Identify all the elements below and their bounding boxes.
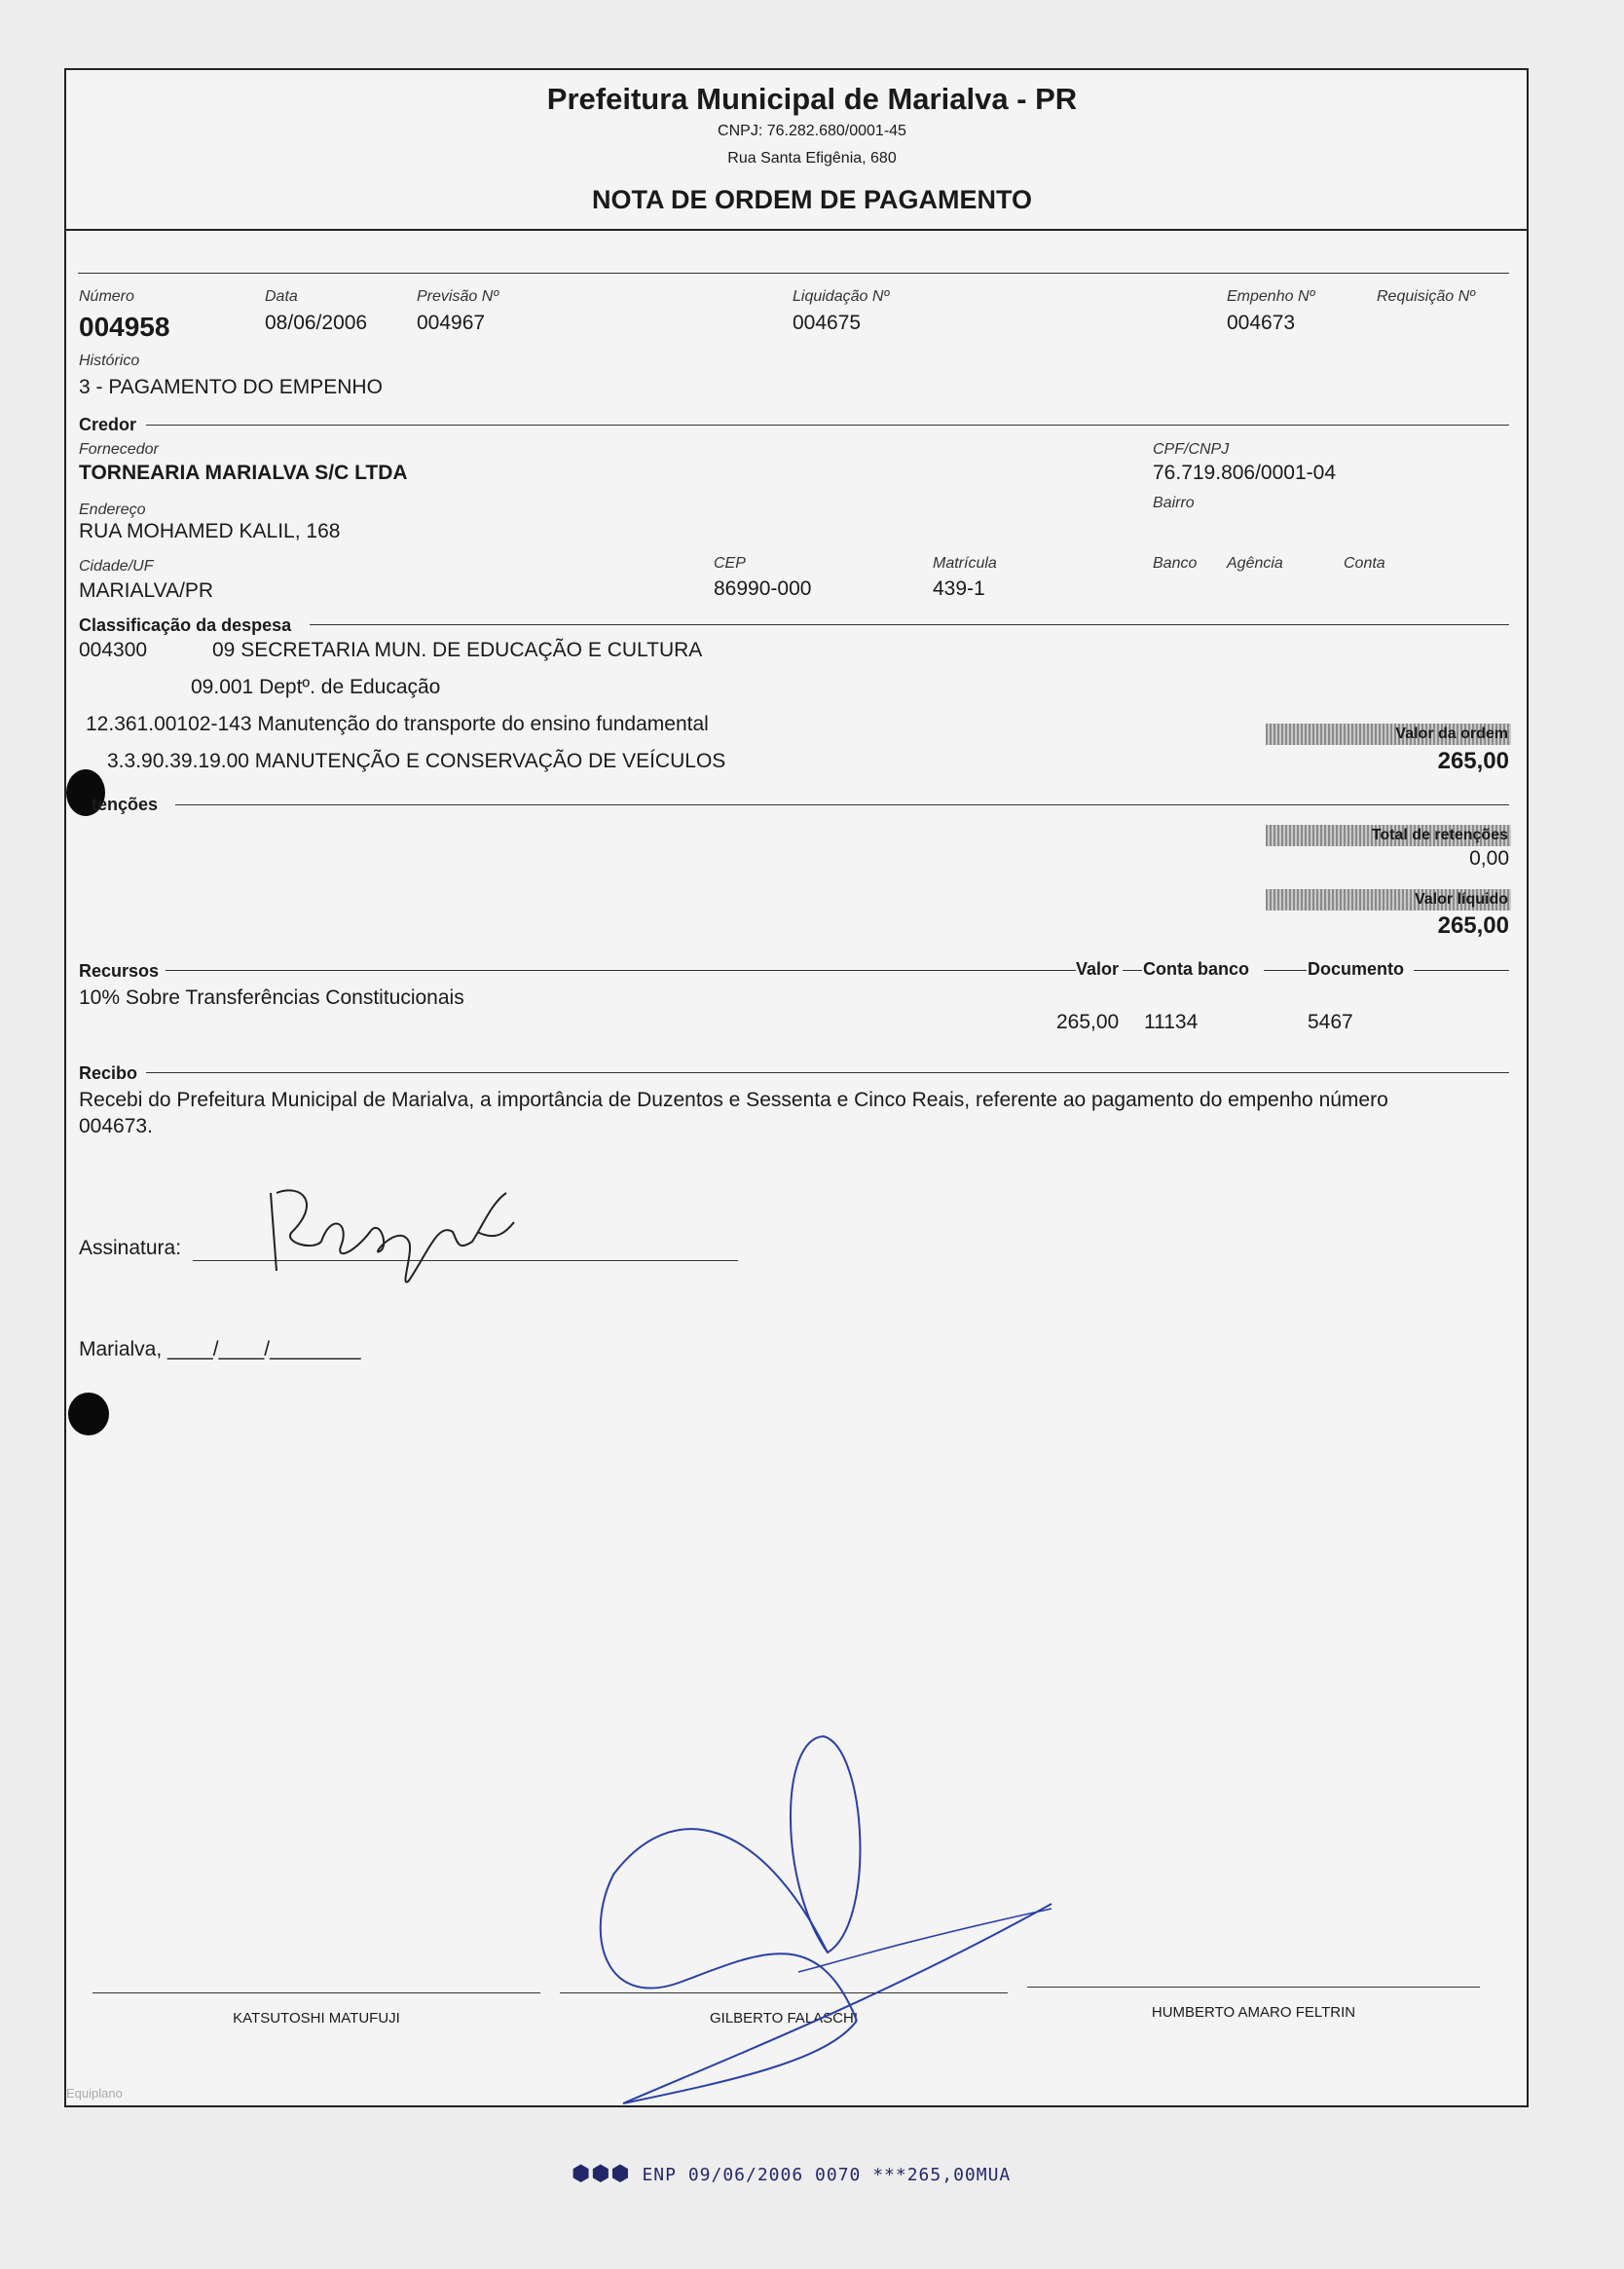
matricula-label: Matrícula — [933, 555, 997, 572]
bairro-label: Bairro — [1153, 495, 1195, 511]
software-footer: Equiplano — [66, 2086, 123, 2101]
historico-value: 3 - PAGAMENTO DO EMPENHO — [79, 376, 383, 398]
valor-ordem-value: 265,00 — [1437, 748, 1509, 774]
cidade-label: Cidade/UF — [79, 558, 154, 575]
requisicao-label: Requisição Nº — [1377, 288, 1475, 305]
recursos-valor-label: Valor — [1076, 959, 1120, 979]
credor-section-title: Credor — [79, 415, 137, 434]
recursos-divider-2 — [1123, 970, 1142, 971]
page-title: Prefeitura Municipal de Marialva - PR — [546, 82, 1078, 116]
bank-stamp — [572, 2162, 1011, 2186]
classificacao-section-title: Classificação da despesa — [79, 615, 292, 635]
recibo-text-line-1: Recebi do Prefeitura Municipal de Marialva, a importância de Duzentos e Sessenta e Cinco Reais, referente ao pagamento do empenho número — [79, 1089, 1388, 1111]
valor-ordem-label: Valor da ordem — [1266, 724, 1511, 745]
signatory-name-2: GILBERTO FALASCHI — [710, 2010, 858, 2027]
recibo-signature — [263, 1173, 526, 1300]
assinatura-label: Assinatura: — [79, 1237, 182, 1259]
mayor-signature — [584, 1729, 1090, 2118]
classificacao-codigo: 004300 — [79, 639, 148, 661]
recursos-conta-label: Conta banco — [1143, 959, 1250, 979]
recursos-divider-4 — [1414, 970, 1509, 971]
previsao-label: Previsão Nº — [417, 288, 499, 305]
matricula-value: 439-1 — [933, 577, 985, 600]
empenho-label: Empenho Nº — [1227, 288, 1315, 305]
numero-value: 004958 — [79, 312, 170, 342]
recursos-documento: 5467 — [1308, 1011, 1353, 1033]
valor-liquido-value: 265,00 — [1437, 912, 1509, 939]
signatory-line-1 — [92, 1992, 540, 1993]
cidade-value: MARIALVA/PR — [79, 579, 214, 602]
agencia-label: Agência — [1227, 555, 1283, 572]
local-data-line: Marialva, ____/____/________ — [79, 1338, 361, 1360]
fornecedor-value: TORNEARIA MARIALVA S/C LTDA — [79, 462, 408, 484]
numero-label: Número — [79, 288, 134, 305]
retencoes-divider — [175, 804, 1509, 805]
recibo-section-title: Recibo — [79, 1063, 138, 1083]
data-value: 08/06/2006 — [265, 312, 368, 334]
secretaria-value: 09 SECRETARIA MUN. DE EDUCAÇÃO E CULTURA — [212, 639, 703, 661]
recursos-valor: 265,00 — [1056, 1011, 1120, 1033]
fornecedor-label: Fornecedor — [79, 441, 159, 458]
cpf-cnpj-label: CPF/CNPJ — [1153, 441, 1230, 458]
cpf-cnpj-value: 76.719.806/0001-04 — [1153, 462, 1337, 484]
signatory-name-1: KATSUTOSHI MATUFUJI — [233, 2010, 400, 2027]
retencoes-section-title: tenções — [92, 795, 159, 814]
recursos-divider — [166, 970, 1076, 971]
recursos-descricao: 10% Sobre Transferências Constitucionais — [79, 986, 464, 1009]
recursos-conta: 11134 — [1144, 1011, 1199, 1033]
total-retencoes-label: Total de retenções — [1266, 825, 1511, 846]
departamento-value: 09.001 Deptº. de Educação — [191, 676, 441, 698]
recursos-documento-label: Documento — [1308, 959, 1404, 979]
document-type-title: NOTA DE ORDEM DE PAGAMENTO — [591, 185, 1032, 214]
endereco-label: Endereço — [79, 502, 146, 518]
header-divider — [64, 229, 1527, 231]
liquidacao-value: 004675 — [793, 312, 862, 334]
order-divider — [78, 273, 1509, 274]
liquidacao-label: Liquidação Nº — [793, 288, 890, 305]
data-label: Data — [265, 288, 298, 305]
elemento-value: 3.3.90.39.19.00 MANUTENÇÃO E CONSERVAÇÃO DE VEÍCULOS — [107, 750, 726, 772]
signatory-name-3: HUMBERTO AMARO FELTRIN — [1151, 2004, 1356, 2021]
banco-label: Banco — [1153, 555, 1198, 572]
recursos-section-title: Recursos — [79, 961, 160, 981]
classificacao-divider — [310, 624, 1509, 625]
recibo-text-line-2: 004673. — [79, 1115, 153, 1137]
cep-label: CEP — [714, 555, 746, 572]
recursos-divider-3 — [1264, 970, 1307, 971]
programa-value: 12.361.00102-143 Manutenção do transporte do ensino fundamental — [86, 713, 709, 735]
total-retencoes-value: 0,00 — [1469, 847, 1509, 870]
endereco-value: RUA MOHAMED KALIL, 168 — [79, 520, 341, 542]
valor-liquido-label: Valor líquido — [1266, 889, 1511, 911]
historico-label: Histórico — [79, 353, 140, 369]
recibo-divider — [146, 1072, 1509, 1073]
cep-value: 86990-000 — [714, 577, 812, 600]
empenho-value: 004673 — [1227, 312, 1296, 334]
stamp-text: ENP 09/06/2006 0070 ***265,00MUA — [642, 2165, 1012, 2185]
signatory-line-3 — [1027, 1987, 1480, 1988]
stamp-logo-icon: ⬢⬢⬢ — [572, 2162, 631, 2186]
previsao-value: 004967 — [417, 312, 486, 334]
conta-label: Conta — [1344, 555, 1385, 572]
punch-hole-mark-2 — [68, 1393, 109, 1435]
credor-divider — [146, 425, 1509, 426]
address-line: Rua Santa Efigênia, 680 — [727, 150, 897, 167]
cnpj-line: CNPJ: 76.282.680/0001-45 — [718, 123, 906, 139]
